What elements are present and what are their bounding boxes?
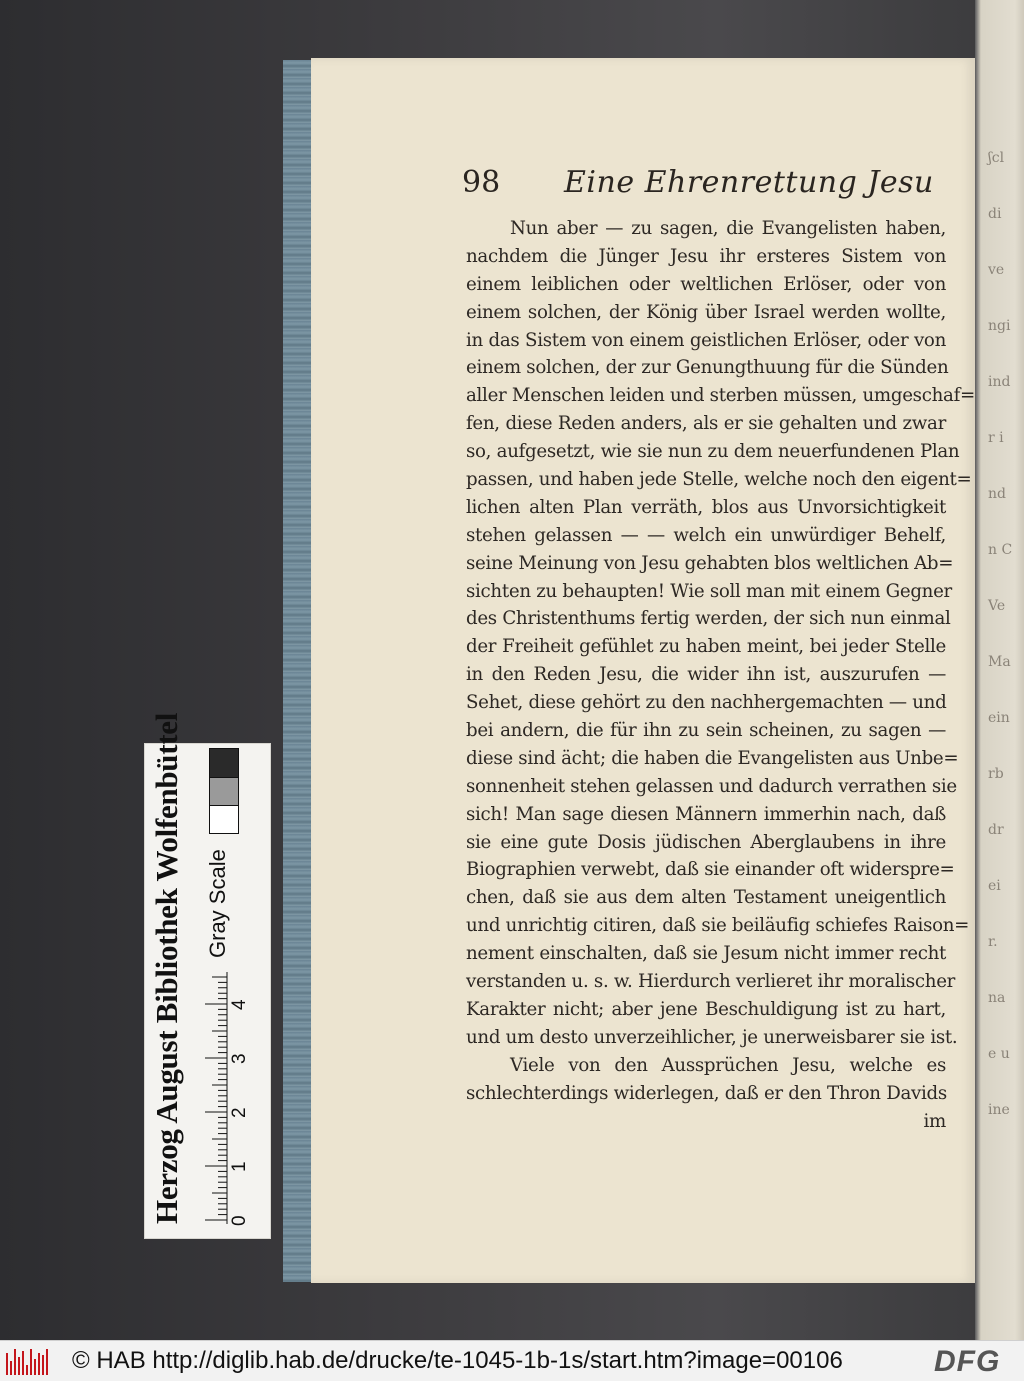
gray-patch xyxy=(209,776,239,806)
text-line: Sehet, diese gehört zu den nachhergemachten — und xyxy=(466,692,947,714)
page-edge xyxy=(283,60,313,1282)
hab-logo-bar xyxy=(46,1349,48,1375)
text-line: sichten zu behaupten! Wie soll man mit einem Gegner xyxy=(466,580,952,602)
text-line: Viele von den Aussprüchen Jesu, welche es xyxy=(510,1054,946,1076)
facing-page-fragment: e u xyxy=(988,1046,1010,1062)
hab-logo-bar xyxy=(26,1365,28,1375)
text-line: sie eine gute Dosis jüdischen Aberglaubens in ihre xyxy=(466,831,946,853)
text-line: und um desto unverzeihlicher, je unerweisbarer sie ist. xyxy=(466,1026,958,1048)
running-head xyxy=(462,165,952,205)
facing-page-fragment: ngi xyxy=(988,318,1011,334)
text-line: stehen gelassen — — welch ein unwürdiger Behelf, xyxy=(466,524,946,546)
text-line: diese sind ächt; die haben die Evangelisten aus Unbe= xyxy=(466,747,959,769)
text-line: einem leiblichen oder weltlichen Erlöser, oder von xyxy=(466,273,946,295)
gray-patch xyxy=(209,748,239,778)
facing-page-fragment: r. xyxy=(988,934,998,950)
facing-page-fragment: rb xyxy=(988,766,1004,782)
text-line: in den Reden Jesu, die wider ihn ist, auszurufen — xyxy=(466,664,946,686)
dfg-logo: DFG xyxy=(934,1345,1001,1378)
text-line: der Freiheit gefühlet zu haben meint, bei jeder Stelle xyxy=(466,636,946,658)
text-line: seine Meinung von Jesu gehabten blos weltlichen Ab= xyxy=(466,552,954,574)
text-line: verstanden u. s. w. Hierdurch verlieret ihr moralischer xyxy=(466,971,956,993)
hab-logo-bar xyxy=(10,1361,12,1375)
text-line: Karakter nicht; aber jene Beschuldigung ist zu hart, xyxy=(466,998,946,1020)
facing-page-fragment: ʃcl xyxy=(988,150,1005,166)
hab-logo-icon xyxy=(6,1349,48,1375)
facing-page-fragment: ve xyxy=(988,262,1005,278)
hab-logo-bar xyxy=(14,1349,16,1375)
facing-page-fragment: Ma xyxy=(988,654,1011,670)
centimeter-ruler xyxy=(197,968,253,1228)
facing-page-fragment: ine xyxy=(988,1102,1010,1118)
running-title: Eine Ehrenrettung Jesu xyxy=(564,165,934,200)
footer-bar xyxy=(0,1340,1024,1381)
catchword: im xyxy=(923,1110,946,1132)
text-line: sonnenheit stehen gelassen und dadurch verrathen sie xyxy=(466,775,957,797)
hab-logo-bar xyxy=(38,1353,40,1375)
ruler-number: 1 xyxy=(229,1161,250,1172)
facing-page-fragment: ein xyxy=(988,710,1010,726)
text-line: in das Sistem von einem geistlichen Erlöser, oder von xyxy=(466,329,946,351)
facing-page-fragment: r i xyxy=(988,430,1004,446)
text-line: nement einschalten, daß sie Jesum nicht immer recht xyxy=(466,943,946,965)
text-line: nachdem die Jünger Jesu ihr ersteres Sistem von xyxy=(466,245,946,267)
text-line: des Christenthums fertig werden, der sich nun einmal xyxy=(466,608,951,630)
facing-page-fragment: n C xyxy=(988,542,1013,558)
facing-page-text-fragments xyxy=(982,70,1024,1330)
text-line: einem solchen, der König über Israel werden wollte, xyxy=(466,301,946,323)
gray-patch xyxy=(209,804,239,834)
text-line: so, aufgesetzt, wie sie nun zu dem neuerfundenen Plan xyxy=(466,441,960,463)
text-line: chen, daß sie aus dem alten Testament uneigentlich xyxy=(466,887,946,909)
hab-logo-bar xyxy=(30,1349,32,1375)
facing-page-fragment: na xyxy=(988,990,1006,1006)
hab-logo-bar xyxy=(22,1351,24,1375)
scale-rotated-content xyxy=(145,712,270,1238)
ruler-number: 2 xyxy=(229,1107,250,1118)
gray-scale-card xyxy=(145,712,270,1238)
hab-logo-bar xyxy=(34,1359,36,1375)
text-line: sich! Man sage diesen Männern immerhin nach, daß xyxy=(466,803,946,825)
hab-logo-bar xyxy=(6,1353,8,1375)
facing-page-fragment: nd xyxy=(988,486,1006,502)
facing-page-fragment: ind xyxy=(988,374,1011,390)
text-line: Biographien verwebt, daß sie einander oft widerspre= xyxy=(466,859,955,881)
text-line: und unrichtig citiren, daß sie beiläufig schiefes Raison= xyxy=(466,915,970,937)
footer-copyright-link[interactable]: © HAB http://diglib.hab.de/drucke/te-1045-1b-1s/start.htm?image=00106 xyxy=(72,1347,843,1374)
ruler-number: 4 xyxy=(229,999,250,1010)
text-line: Nun aber — zu sagen, die Evangelisten haben, xyxy=(510,218,946,239)
page-number: 98 xyxy=(462,165,501,200)
body-text xyxy=(466,215,975,1135)
ruler-number: 0 xyxy=(229,1215,250,1226)
text-line: schlechterdings widerlegen, daß er den Thron Davids xyxy=(466,1082,947,1104)
text-line: lichen alten Plan verräth, blos aus Unvorsichtigkeit xyxy=(466,496,946,518)
text-line: bei andern, die für ihn zu sein scheinen, zu sagen — xyxy=(466,720,946,742)
facing-page-fragment: ei xyxy=(988,878,1001,894)
hab-logo-bar xyxy=(18,1357,20,1375)
facing-page-fragment: dr xyxy=(988,822,1004,838)
ruler-ticks xyxy=(197,968,231,1228)
hab-logo-bar xyxy=(42,1355,44,1375)
text-line: aller Menschen leiden und sterben müssen, umgeschaf= xyxy=(466,385,975,407)
ruler-number: 3 xyxy=(229,1053,250,1064)
library-name: Herzog August Bibliothek Wolfenbüttel xyxy=(149,712,184,1224)
text-line: fen, diese Reden anders, als er sie gehalten und zwar xyxy=(466,413,946,435)
text-line: einem solchen, der zur Genungthuung für die Sünden xyxy=(466,357,949,379)
facing-page-fragment: Ve xyxy=(988,598,1006,614)
gray-scale-label: Gray Scale xyxy=(205,849,230,958)
facing-page-fragment: di xyxy=(988,206,1002,222)
text-line: passen, und haben jede Stelle, welche noch den eigent= xyxy=(466,469,972,491)
